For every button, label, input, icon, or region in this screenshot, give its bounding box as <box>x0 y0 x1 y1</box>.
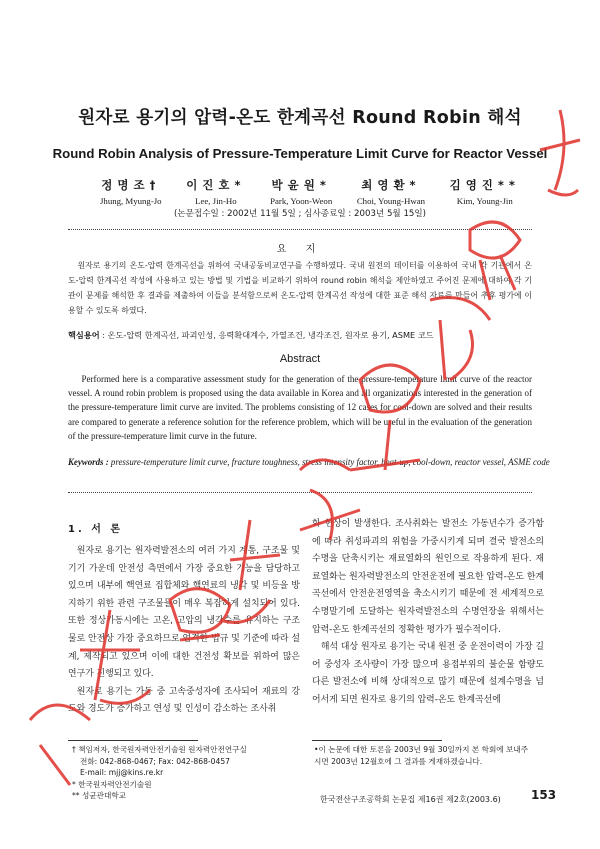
author-name-english: Jhung, Myung-Jo <box>100 196 162 206</box>
author-name-english: Lee, Jin-Ho <box>195 196 237 206</box>
author <box>450 177 520 206</box>
english-keywords-text: pressure-temperature limit curve, fracture toughness, stress intensity factor, heat-up, cool-down, reactor vessel, ASME code <box>110 457 550 467</box>
discussion-footnote: •이 논문에 대한 토론을 2003년 9월 30일까지 본 학회에 보내주시면 2003년 12월호에 그 결과를 게재하겠습니다. <box>314 745 529 766</box>
journal-footer: 한국전산구조공학회 논문집 제16권 제2호(2003.6) <box>320 795 501 804</box>
author <box>357 177 425 206</box>
paper-title-korean: 원자로 용기의 압력-온도 한계곡선 Round Robin 해석 <box>78 108 522 128</box>
author <box>100 177 162 206</box>
footnote-line: E-mail: mjj@kins.re.kr <box>80 768 164 777</box>
author-name-korean: 이진호* <box>186 178 246 192</box>
english-keywords-label: Keywords : <box>68 457 109 467</box>
author-name-korean: 정명조† <box>101 178 161 192</box>
body-paragraph: 원자로 용기는 가동 중 고속중성자에 조사되어 재료의 강도와 경도가 증가하고 연성 및 인성이 감소하는 조사취 <box>68 686 300 715</box>
author-name-korean: 최영환* <box>361 178 421 192</box>
page-number: 153 <box>531 788 557 802</box>
korean-summary: 원자로 용기의 온도-압력 한계곡선을 위하여 국내공동비교연구를 수행하였다. 국내 원전의 데이터를 이용하여 국내 각 기관에서 온도-압력 한계곡선 작성에 사용하고 있는 방법 및 기법을 비교하기 위하여 round robin 해석을 제안하였고 주어진 문제에 대하여 각 기관이 문제를 해석한 후 결과를 제출하여 이들을 분석함으로써 온도-압력 한계곡선 작성에 대한 표준 해석 자료를 만들어 추후 평가에 이용할 수 있도록 하였다. <box>68 261 532 315</box>
divider <box>68 492 532 493</box>
paper-title-english: Round Robin Analysis of Pressure-Temperature Limit Curve for Reactor Vessel <box>52 146 548 161</box>
korean-keywords-text: : 온도-압력 한계곡선, 파괴인성, 응력확대계수, 가열조건, 냉각조건, 원자로 용기, ASME 코드 <box>102 330 434 340</box>
footnote-rule <box>312 740 442 741</box>
footnote-line: * 한국원자력안전기술원 <box>72 779 152 789</box>
korean-keywords-label: 핵심용어 <box>68 330 100 340</box>
abstract-text: Performed here is a comparative assessment study for the generation of the pressure-temperature limit curve of the reactor vessel. A round robin problem is proposed using the data available in Korea and all organizations interested in the generation of the pressure-temperature limit curve are invited. The problems consisting of 12 cases for cool-down are solved and their results are compared to generate a reference solution for the reference problem, which will be useful in the evaluation of the generation of the pressure-temperature limit curve in the future. <box>68 374 532 441</box>
received-dates: (논문접수일 : 2002년 11월 5일 ; 심사종료일 : 2003년 5월 15일) <box>173 209 427 219</box>
author-name-korean: 김영진** <box>449 178 520 192</box>
author-name-english: Choi, Young-Hwan <box>356 196 425 206</box>
footnote-line: † 책임저자, 한국원자력안전기술원 원자력안전연구실 <box>72 745 247 754</box>
footnote-line: ** 성균관대학교 <box>72 791 127 800</box>
body-paragraph: 원자로 용기는 원자력발전소의 여러 가지 계통, 구조물 및 기기 가운데 안전성 측면에서 가장 중요한 기능을 담당하고 있으며 내부에 핵연료 집합체와 핵연료의 냉각 및 비등을 방지하기 위한 관련 구조물들이 매우 복잡하게 설치되어 있다. 또한 정상가동시에는 고온, 고압의 냉각수를 유지하는 구조물로 안전상 가장 중요하므로 엄격한 법규 및 기준에 따라 설계, 제작되고 있으며 이에 대한 건전성 확보를 위하여 많은 연구가 진행되고 있다. <box>68 546 300 680</box>
author-name-english: Kim, Young-Jin <box>456 196 513 206</box>
body-paragraph: 해석 대상 원자로 용기는 국내 원전 중 운전이력이 가장 길어 중성자 조사량이 가장 많으며 용접부위의 불순물 함량도 다른 발전소에 비해 상대적으로 많기 때문에 설계수명을 넘어서게 되면 원자로 용기의 압력-온도 한계곡선에 <box>312 642 544 705</box>
author-footnotes <box>72 744 302 802</box>
author <box>186 177 245 206</box>
section-heading-introduction: 1. 서 론 <box>68 524 124 535</box>
body-column-right <box>312 516 544 710</box>
korean-keywords <box>68 330 532 341</box>
author-name-korean: 박윤원* <box>271 178 331 192</box>
author <box>270 177 332 206</box>
author-name-english: Park, Yoon-Weon <box>270 196 333 206</box>
author-list <box>100 177 520 206</box>
body-column-left <box>68 543 300 719</box>
summary-heading: 요 지 <box>276 244 324 255</box>
english-keywords <box>68 455 582 469</box>
body-paragraph: 화 현상이 발생한다. 조사취화는 발전소 가동년수가 증가함에 따라 취성파괴의 위험을 가중시키게 되며 결국 발전소의 수명을 단축시키는 재료열화의 원인으로 작용하게 된다. 재료열화는 원자력발전소의 안전운전에 필요한 압력-온도 한계곡선에서 안전운전영역을 축소시키기 때문에 전 세계적으로 수명말기에 도달하는 원자력발전소의 수명연장을 위해서는 압력-온도 한계곡선의 정확한 평가가 필수적이다. <box>312 519 544 635</box>
footnote-line: 전화: 042-868-0467; Fax: 042-868-0457 <box>80 756 230 766</box>
divider <box>68 229 532 230</box>
footnote-rule <box>68 740 198 741</box>
abstract-heading: Abstract <box>279 353 321 365</box>
